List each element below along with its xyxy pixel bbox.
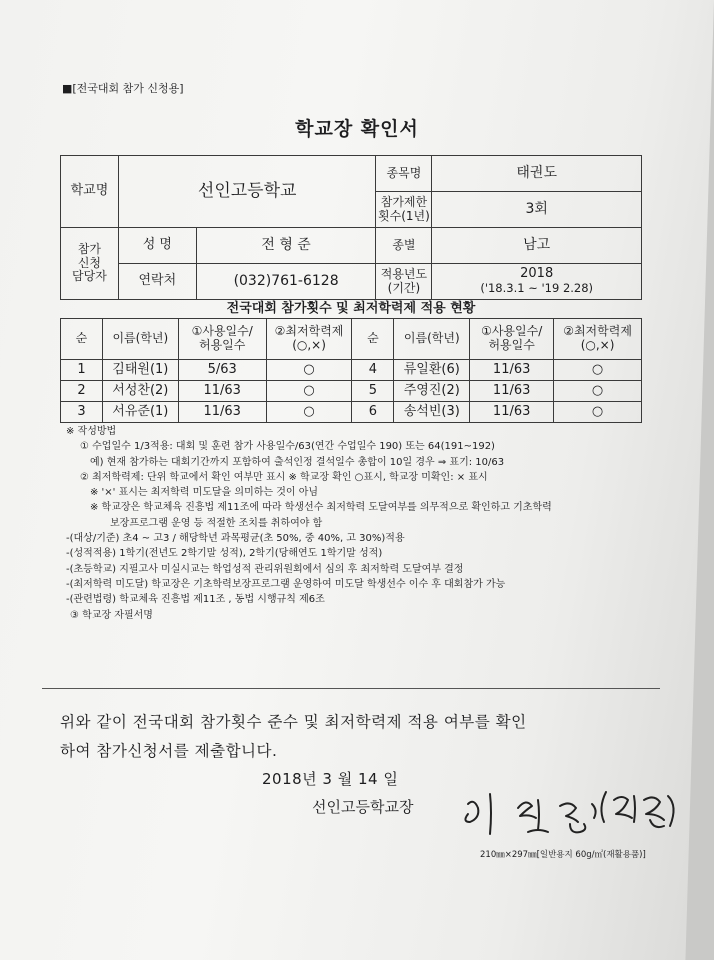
event-value: 태권도 [432, 156, 642, 192]
limit-value: 3회 [432, 192, 642, 228]
contact-value: (032)761-6128 [196, 264, 376, 300]
note-item: 보장프로그램 운영 등 적절한 조치를 취하여야 함 [110, 517, 323, 529]
header-days: ①사용일수/ 허용일수 [470, 319, 554, 360]
row-no: 4 [352, 360, 394, 381]
limit-label: 참가제한 횟수(1년) [376, 192, 432, 228]
row-days: 5/63 [178, 360, 266, 381]
year-cell [432, 264, 642, 300]
table-row [61, 402, 642, 423]
school-head: 선인고등학교장 [312, 798, 414, 816]
contact-label: 연락처 [118, 264, 196, 300]
header-days: ①사용일수/ 허용일수 [178, 319, 266, 360]
note-heading: ※ 작성방법 [66, 426, 117, 437]
row-no: 3 [61, 402, 103, 423]
row-academic: ○ [266, 381, 352, 402]
row-name: 서성찬(2) [102, 381, 178, 402]
header-no: 순 [61, 319, 103, 360]
note-item: ① 수업일수 1/3적용: 대회 및 훈련 참가 사용일수/63(연간 수업일수 190) 또는 64(191~192) [80, 441, 495, 453]
statement-line: 하여 참가신청서를 제출합니다. [60, 742, 278, 760]
row-no: 1 [61, 360, 103, 381]
paper-spec-footer: 210㎜×297㎜[일반용지 60g/㎡(재활용품)] [480, 850, 646, 860]
school-info-table [60, 155, 642, 300]
row-days: 11/63 [470, 360, 554, 381]
confirmation-statement [60, 708, 660, 766]
row-academic: ○ [554, 402, 642, 423]
year-period: ('18.3.1 ~ '19 2.28) [480, 281, 594, 296]
row-name: 송석빈(3) [394, 402, 470, 423]
participation-table [60, 318, 642, 423]
row-name: 류일환(6) [394, 360, 470, 381]
participation-title: 전국대회 참가횟수 및 최저학력제 적용 현황 [226, 301, 476, 316]
handwritten-signature [454, 786, 694, 846]
header-name: 이름(학년) [394, 319, 470, 360]
table-row [61, 381, 642, 402]
year-value: 2018 [520, 266, 554, 282]
note-item: ※ 학교장은 학교체육 진흥법 제11조에 따라 학생선수 최저학력 도달여부를 의무적으로 확인하고 기초학력 [90, 502, 552, 514]
note-item: ② 최저학력제: 단위 학교에서 확인 여부만 표시 ※ 학교장 확인 ○표시, 학교장 미확인: × 표시 [80, 471, 488, 483]
writing-instructions [66, 424, 686, 623]
school-name: 선인고등학교 [118, 156, 376, 228]
row-academic: ○ [554, 381, 642, 402]
divider [42, 688, 660, 689]
row-no: 6 [352, 402, 394, 423]
header-academic: ②최저학력제 (○,×) [554, 319, 642, 360]
table-row [61, 360, 642, 381]
row-days: 11/63 [470, 381, 554, 402]
note-item: -(대상/기준) 초4 ~ 고3 / 해당학년 과목평균(초 50%, 중 40%, 고 30%)적용 [66, 533, 405, 545]
row-name: 서유준(1) [102, 402, 178, 423]
row-days: 11/63 [178, 402, 266, 423]
gender-value: 남고 [432, 228, 642, 264]
note-item: -(최저학력 미도달) 학교장은 기초학력보장프로그램 운영하여 미도달 학생선수 이수 후 대회참가 가능 [66, 578, 506, 590]
row-days: 11/63 [470, 402, 554, 423]
document-title: 학교장 확인서 [295, 118, 419, 140]
document-category: ■[전국대회 참가 신청용] [62, 82, 184, 95]
row-no: 2 [61, 381, 103, 402]
row-academic: ○ [554, 360, 642, 381]
row-no: 5 [352, 381, 394, 402]
note-item: -(초등학교) 지필고사 미실시교는 학업성적 관리위원회에서 심의 후 최저학력 도달여부 결정 [66, 563, 464, 575]
statement-line: 위와 같이 전국대회 참가횟수 준수 및 최저학력제 적용 여부를 확인 [60, 713, 527, 731]
gender-label: 종별 [376, 228, 432, 264]
note-item: ③ 학교장 자필서명 [70, 609, 153, 621]
row-name: 주영진(2) [394, 381, 470, 402]
row-name: 김태원(1) [102, 360, 178, 381]
note-item: -(성적적용) 1학기(전년도 2학기말 성적), 2학기(당해연도 1학기말 성적) [66, 548, 383, 560]
row-days: 11/63 [178, 381, 266, 402]
year-label: 적용년도 (기간) [376, 264, 432, 300]
event-label: 종목명 [376, 156, 432, 192]
header-name: 이름(학년) [102, 319, 178, 360]
note-item: ※ '×' 표시는 최저학력 미도달을 의미하는 것이 아님 [90, 487, 319, 499]
header-academic: ②최저학력제 (○,×) [266, 319, 352, 360]
row-academic: ○ [266, 360, 352, 381]
note-item: -(관련법령) 학교체육 진흥법 제11조 , 동법 시행규칙 제6조 [66, 594, 325, 606]
document-date: 2018년 3 월 14 일 [262, 770, 399, 788]
name-label: 성 명 [118, 228, 196, 264]
school-label: 학교명 [61, 156, 119, 228]
row-academic: ○ [266, 402, 352, 423]
name-value: 전 형 준 [196, 228, 376, 264]
header-no: 순 [352, 319, 394, 360]
manager-label: 참가 신청 담당자 [61, 228, 119, 300]
note-item: 예) 현재 참가하는 대회기간까지 포함하여 출석인정 결석일수 총합이 10일 경우 ⇒ 표기: 10/63 [90, 456, 505, 468]
